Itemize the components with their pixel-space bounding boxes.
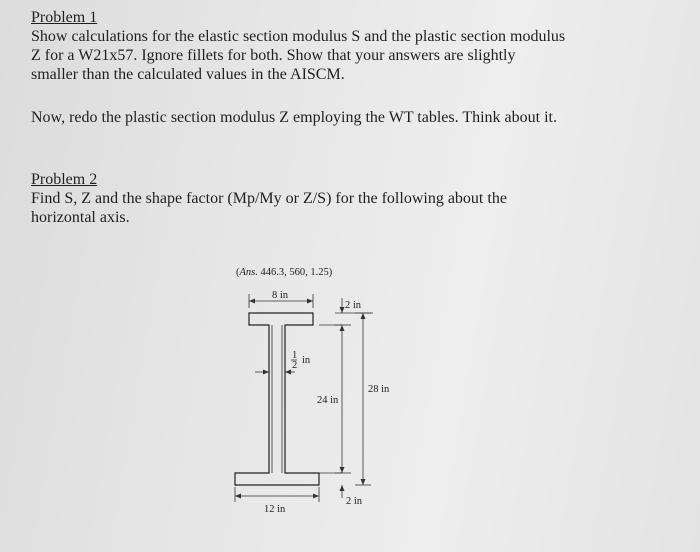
- i-section-figure: [215, 258, 415, 528]
- total-height-arrow-bottom: [361, 479, 366, 485]
- problem-1: [31, 8, 565, 84]
- bottom-width-arrow-left: [235, 494, 241, 499]
- bottom-flange-width-label: 12 in: [264, 504, 286, 515]
- web-thickness-numerator: 1: [292, 350, 298, 361]
- i-section-outline: [235, 313, 319, 485]
- top-flange-width-label: 8 in: [272, 290, 289, 301]
- i-section-diagram: [215, 258, 415, 528]
- top-flange-thk-arrow: [340, 307, 345, 313]
- top-width-arrow-right: [307, 299, 313, 304]
- problem-1-line-3: smaller than the calculated values in the AISCM.: [31, 66, 345, 83]
- problem-1-followup-text: Now, redo the plastic section modulus Z employing the WT tables. Think about it.: [31, 109, 557, 126]
- figure-answer-prefix: Ans.: [239, 267, 258, 278]
- bottom-flange-thk-arrow: [340, 485, 345, 491]
- problem-1-line-1: Show calculations for the elastic section modulus S and the plastic section modulus: [31, 28, 566, 45]
- bottom-width-arrow-right: [313, 494, 319, 499]
- web-thk-arrow-right: [285, 370, 291, 375]
- web-thickness-unit: in: [302, 355, 311, 366]
- problem-2: [31, 170, 507, 227]
- web-height-arrow-top: [340, 325, 345, 331]
- problem-2-line-1: Find S, Z and the shape factor (Mp/My or Z/S) for the following about the: [31, 190, 507, 207]
- web-thk-arrow-left: [263, 370, 269, 375]
- web-height-label: 24 in: [317, 395, 339, 406]
- problem-1-line-2: Z for a W21x57. Ignore fillets for both. Show that your answers are slightly: [31, 47, 516, 64]
- problem-2-heading: Problem 2: [31, 171, 98, 188]
- web-height-arrow-bottom: [340, 467, 345, 473]
- top-flange-thickness-label: 2 in: [345, 300, 362, 311]
- total-height-arrow-top: [361, 313, 366, 319]
- bottom-flange-thickness-label: 2 in: [346, 496, 363, 507]
- problem-2-line-2: horizontal axis.: [31, 209, 130, 226]
- total-height-label: 28 in: [368, 384, 390, 395]
- figure-answer-values: 446.3, 560, 1.25): [257, 267, 333, 278]
- web-thickness-denominator: 2: [292, 360, 298, 371]
- top-width-arrow-left: [249, 299, 255, 304]
- problem-1-followup: [31, 108, 557, 127]
- problem-1-heading: Problem 1: [31, 9, 98, 26]
- figure-answer: (Ans. 446.3, 560, 1.25): [236, 267, 333, 278]
